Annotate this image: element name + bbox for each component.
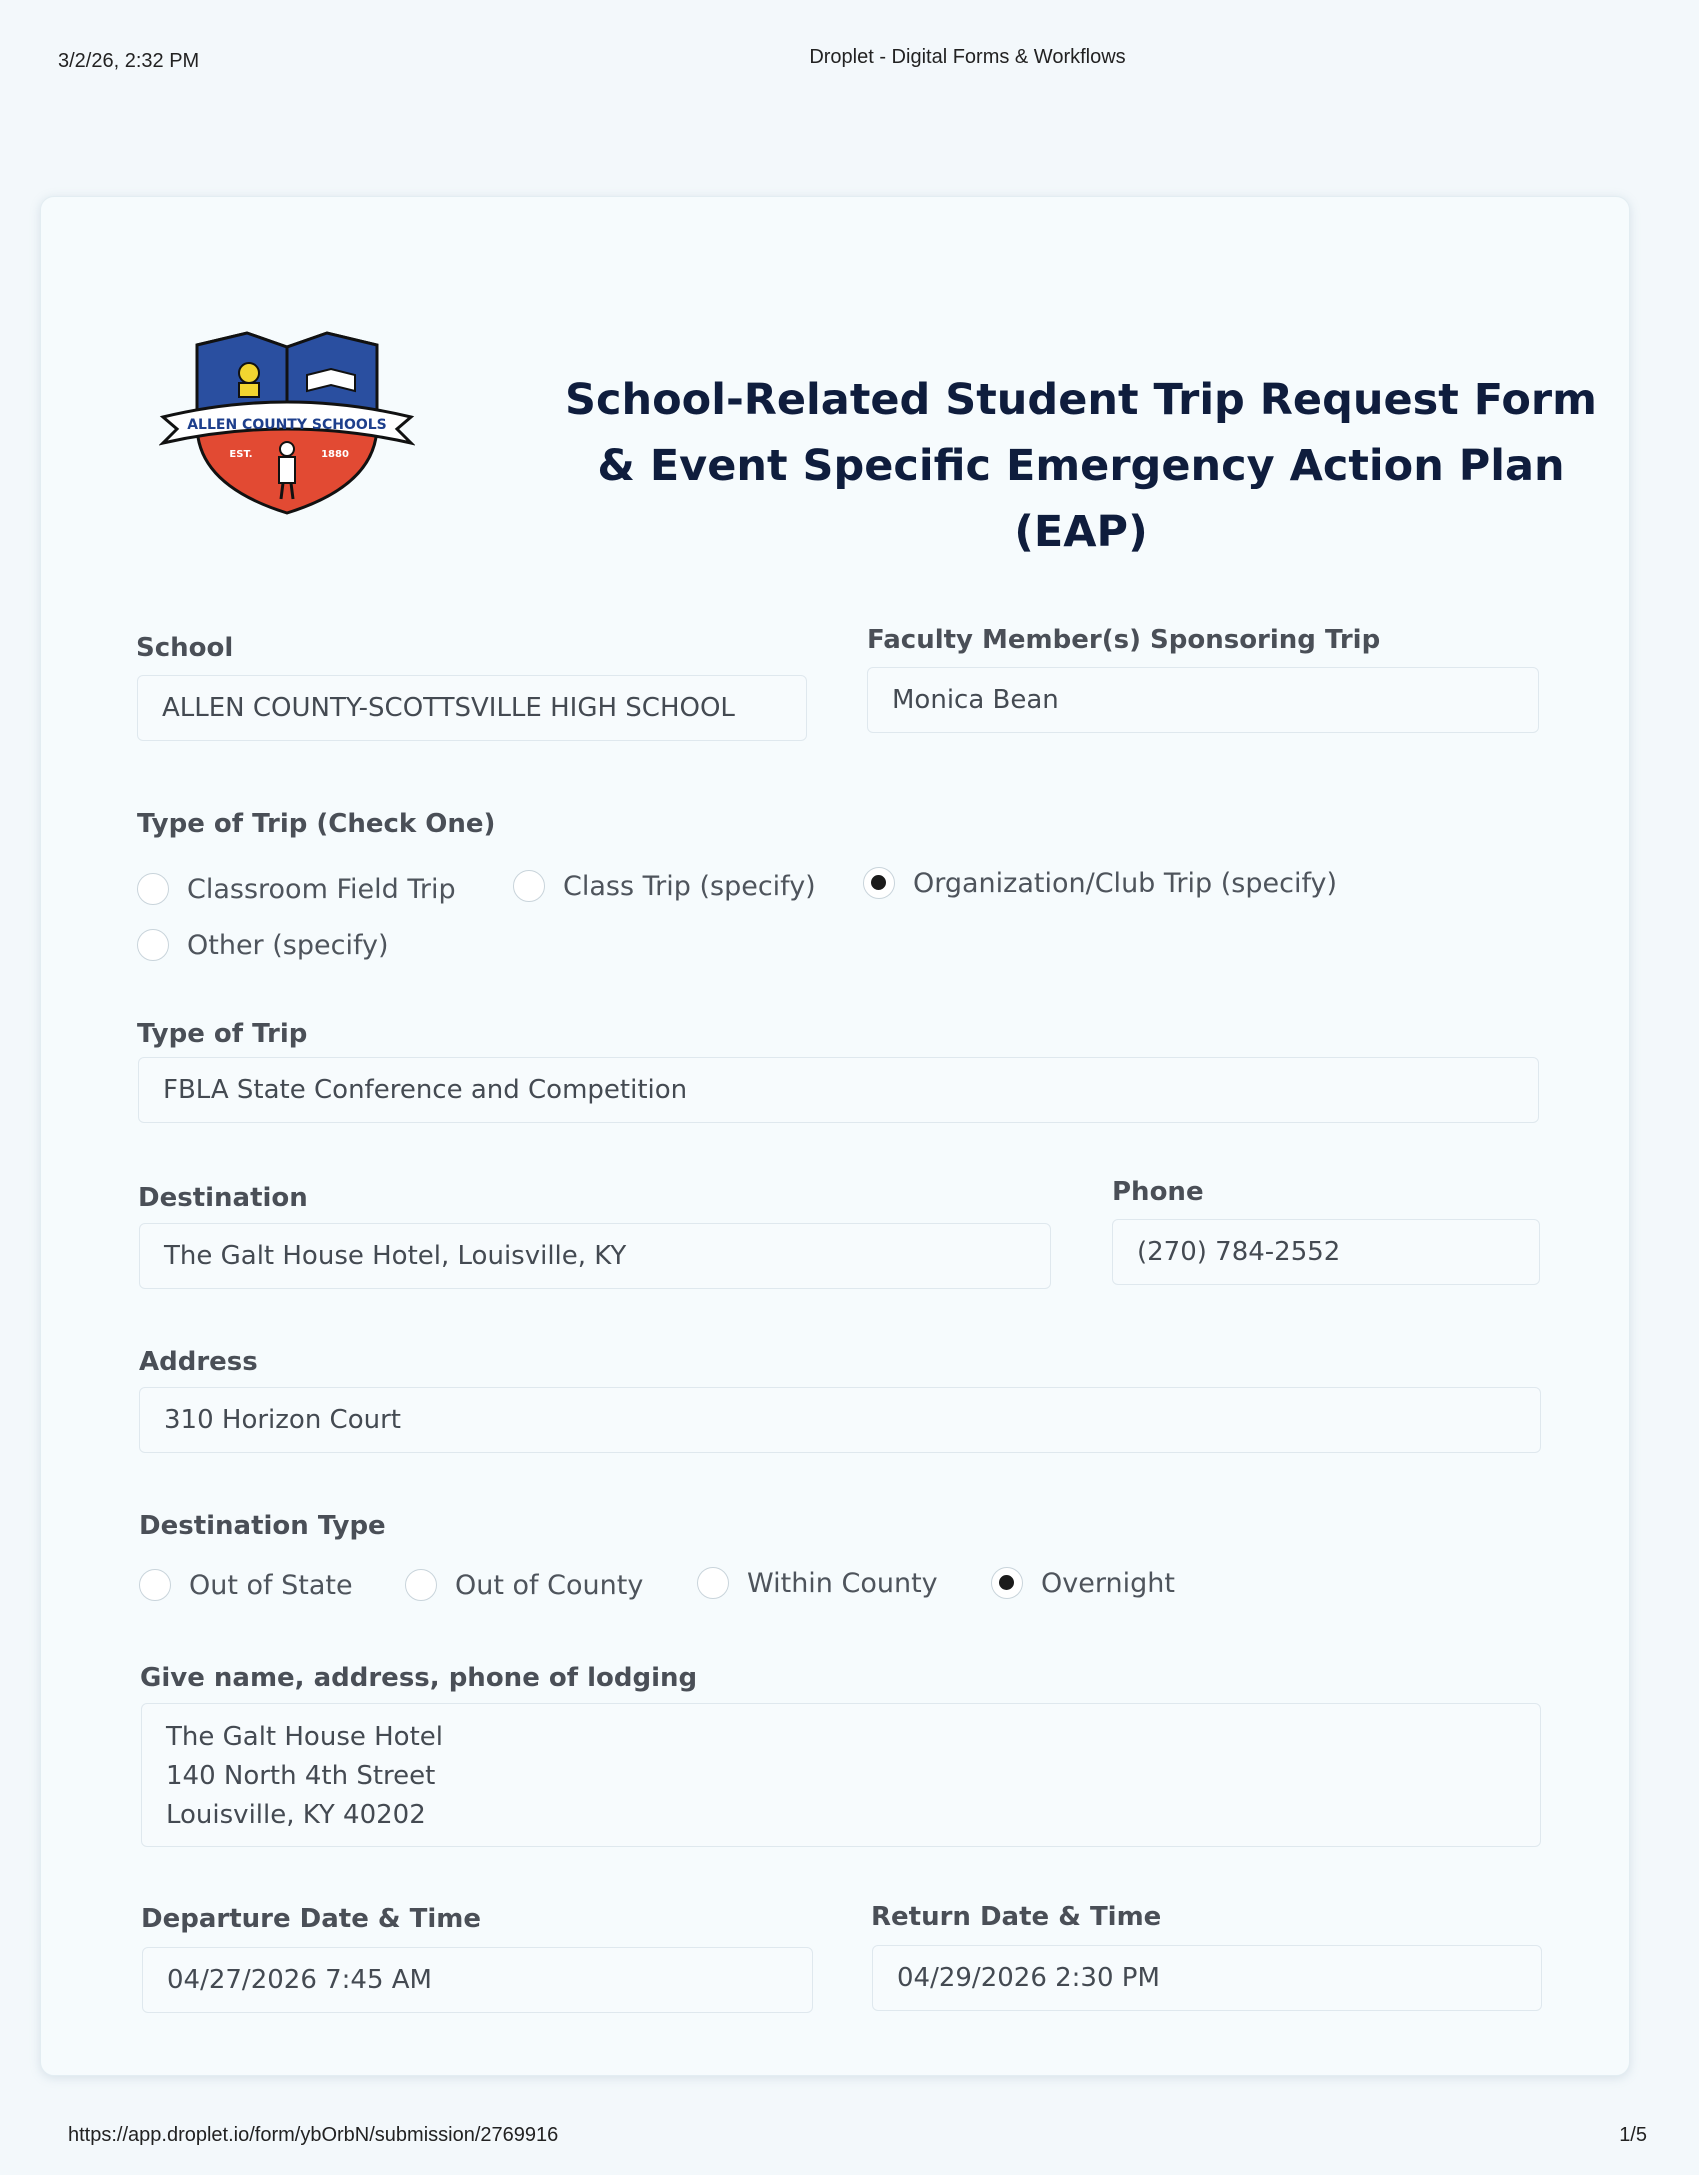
radio-circle[interactable] [139,1569,171,1601]
address-label: Address [139,1347,258,1377]
destination-type-out-of-state[interactable] [139,1569,353,1601]
print-datetime: 3/2/26, 2:32 PM [58,50,200,72]
trip-type-label: Type of Trip [137,1019,308,1049]
lodging-line-2: 140 North 4th Street [166,1761,436,1791]
destination-label: Destination [138,1183,308,1213]
departure-input[interactable] [142,1947,813,2013]
radio-circle[interactable] [137,929,169,961]
address-input[interactable] [139,1387,1541,1453]
departure-value: 04/27/2026 7:45 AM [167,1965,432,1995]
trip-type-option-class[interactable] [513,870,816,902]
print-page-title: Droplet - Digital Forms & Workflows [809,46,1126,68]
radio-label: Out of State [189,1569,353,1601]
print-page-number: 1/5 [1619,2124,1647,2146]
faculty-label: Faculty Member(s) Sponsoring Trip [867,625,1381,655]
return-input[interactable] [872,1945,1542,2011]
trip-type-value: FBLA State Conference and Competition [163,1075,688,1105]
destination-value: The Galt House Hotel, Louisville, KY [164,1241,627,1271]
return-label: Return Date & Time [871,1902,1162,1932]
trip-type-input[interactable] [138,1057,1539,1123]
radio-circle[interactable] [405,1569,437,1601]
school-value: ALLEN COUNTY-SCOTTSVILLE HIGH SCHOOL [162,693,735,723]
destination-type-out-of-county[interactable] [405,1569,643,1601]
radio-label: Overnight [1041,1567,1175,1599]
radio-circle[interactable] [513,870,545,902]
destination-type-label: Destination Type [139,1511,386,1541]
trip-type-option-classroom[interactable] [137,873,456,905]
logo-est-text: EST. [229,449,253,460]
print-url: https://app.droplet.io/form/ybOrbN/submission/2769916 [68,2124,559,2146]
lodging-label: Give name, address, phone of lodging [140,1663,698,1693]
trip-type-option-organization[interactable] [863,867,1337,899]
radio-circle-checked[interactable] [991,1567,1023,1599]
logo-year-text: 1880 [321,449,349,460]
school-label: School [136,633,234,663]
departure-label: Departure Date & Time [141,1904,481,1934]
print-header [0,46,1699,86]
phone-label: Phone [1112,1177,1204,1207]
radio-label: Organization/Club Trip (specify) [913,867,1337,899]
return-value: 04/29/2026 2:30 PM [897,1963,1160,1993]
radio-label: Within County [747,1567,938,1599]
phone-input[interactable] [1112,1219,1540,1285]
faculty-input[interactable] [867,667,1539,733]
form-title [501,367,1661,565]
radio-circle[interactable] [697,1567,729,1599]
lodging-textarea[interactable] [141,1703,1541,1847]
form-title-line-1: School-Related Student Trip Request Form [565,375,1597,425]
destination-type-overnight[interactable] [991,1567,1175,1599]
trip-type-choice-label: Type of Trip (Check One) [137,809,496,839]
radio-label: Other (specify) [187,929,389,961]
form-title-line-2: & Event Specific Emergency Action Plan [597,441,1565,491]
logo-banner-text: ALLEN COUNTY SCHOOLS [187,417,387,433]
radio-circle-checked[interactable] [863,867,895,899]
lodging-line-3: Louisville, KY 40202 [166,1800,426,1830]
faculty-value: Monica Bean [892,685,1059,715]
destination-input[interactable] [139,1223,1051,1289]
radio-label: Classroom Field Trip [187,873,456,905]
form-card [40,196,1630,2076]
school-input[interactable] [137,675,807,741]
school-logo [159,325,415,515]
trip-type-option-other[interactable] [137,929,389,961]
radio-label: Out of County [455,1569,644,1601]
destination-type-within-county[interactable] [697,1567,938,1599]
address-value: 310 Horizon Court [164,1405,401,1435]
radio-circle[interactable] [137,873,169,905]
form-title-line-3: (EAP) [1014,507,1148,557]
phone-value: (270) 784-2552 [1137,1237,1341,1267]
lodging-line-1: The Galt House Hotel [166,1722,443,1752]
radio-label: Class Trip (specify) [563,870,816,902]
